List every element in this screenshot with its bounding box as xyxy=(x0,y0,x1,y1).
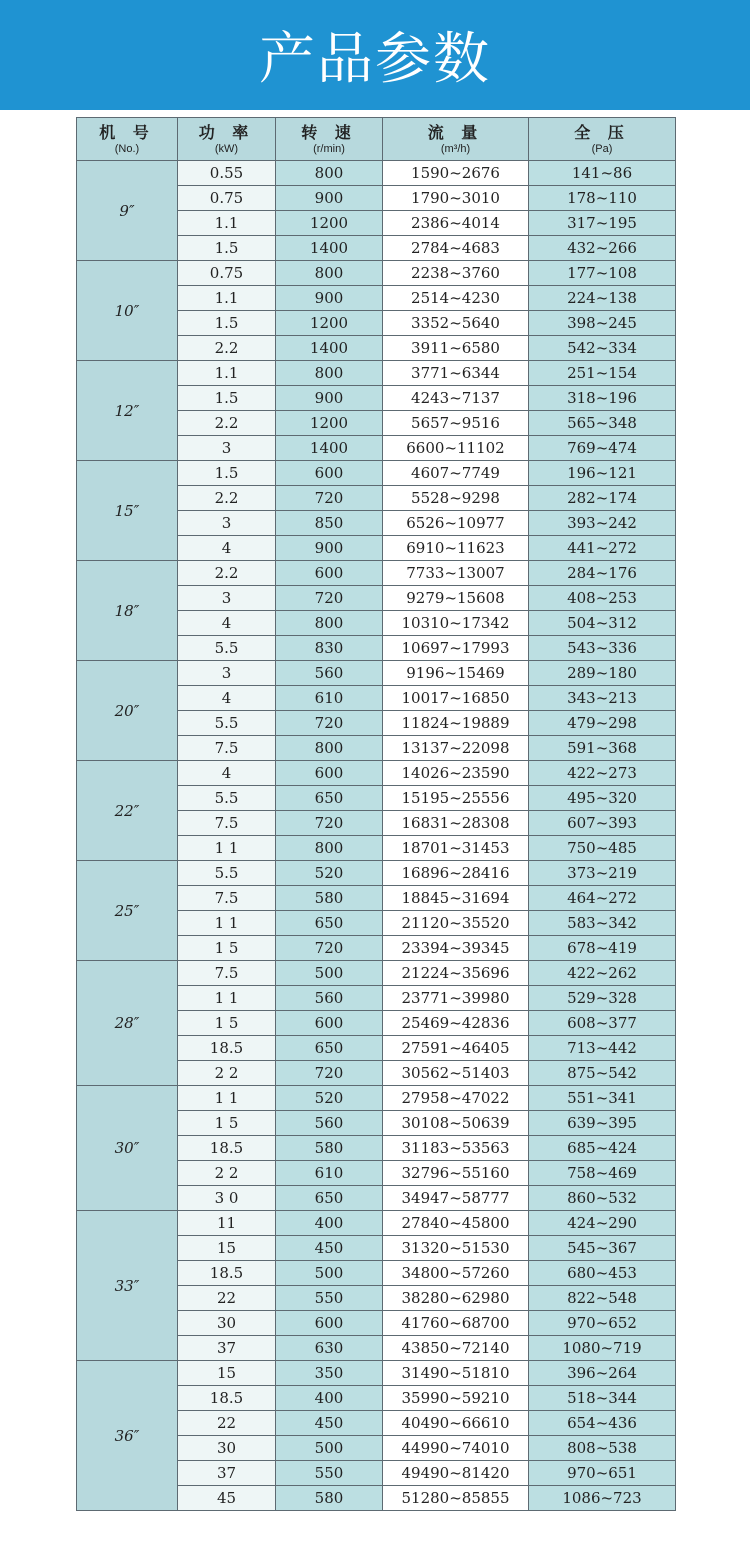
table-row xyxy=(77,561,676,586)
power-cell: 7.5 xyxy=(178,886,276,911)
speed-cell: 500 xyxy=(276,1436,383,1461)
speed-cell: 1400 xyxy=(276,236,383,261)
power-cell: 5.5 xyxy=(178,786,276,811)
model-cell: 15″ xyxy=(77,461,178,561)
pressure-cell: 251~154 xyxy=(529,361,676,386)
pressure-cell: 289~180 xyxy=(529,661,676,686)
airflow-cell: 38280~62980 xyxy=(383,1286,529,1311)
airflow-cell: 6526~10977 xyxy=(383,511,529,536)
header-airflow: 流 量 (m³/h) xyxy=(383,118,529,161)
pressure-cell: 608~377 xyxy=(529,1011,676,1036)
power-cell: 22 xyxy=(178,1411,276,1436)
speed-cell: 560 xyxy=(276,1111,383,1136)
speed-cell: 1400 xyxy=(276,336,383,361)
airflow-cell: 18845~31694 xyxy=(383,886,529,911)
power-cell: 18.5 xyxy=(178,1136,276,1161)
airflow-cell: 30108~50639 xyxy=(383,1111,529,1136)
speed-cell: 560 xyxy=(276,986,383,1011)
speed-cell: 1200 xyxy=(276,411,383,436)
airflow-cell: 2784~4683 xyxy=(383,236,529,261)
speed-cell: 500 xyxy=(276,1261,383,1286)
speed-cell: 580 xyxy=(276,1486,383,1511)
pressure-cell: 504~312 xyxy=(529,611,676,636)
table-row xyxy=(77,461,676,486)
speed-cell: 450 xyxy=(276,1411,383,1436)
power-cell: 0.75 xyxy=(178,261,276,286)
pressure-cell: 654~436 xyxy=(529,1411,676,1436)
power-cell: 3 xyxy=(178,436,276,461)
pressure-cell: 441~272 xyxy=(529,536,676,561)
header-power: 功 率 (kW) xyxy=(178,118,276,161)
airflow-cell: 27591~46405 xyxy=(383,1036,529,1061)
pressure-cell: 318~196 xyxy=(529,386,676,411)
airflow-cell: 6910~11623 xyxy=(383,536,529,561)
airflow-cell: 27958~47022 xyxy=(383,1086,529,1111)
speed-cell: 630 xyxy=(276,1336,383,1361)
table-row xyxy=(77,961,676,986)
pressure-cell: 758~469 xyxy=(529,1161,676,1186)
pressure-cell: 678~419 xyxy=(529,936,676,961)
pressure-cell: 141~86 xyxy=(529,161,676,186)
power-cell: 2.2 xyxy=(178,561,276,586)
pressure-cell: 317~195 xyxy=(529,211,676,236)
airflow-cell: 4607~7749 xyxy=(383,461,529,486)
power-cell: 5.5 xyxy=(178,636,276,661)
power-cell: 0.75 xyxy=(178,186,276,211)
speed-cell: 800 xyxy=(276,736,383,761)
airflow-cell: 1790~3010 xyxy=(383,186,529,211)
power-cell: 45 xyxy=(178,1486,276,1511)
airflow-cell: 27840~45800 xyxy=(383,1211,529,1236)
speed-cell: 720 xyxy=(276,1061,383,1086)
page-title: 产品参数 xyxy=(259,27,491,92)
table-row xyxy=(77,261,676,286)
power-cell: 1.1 xyxy=(178,286,276,311)
page-title-banner xyxy=(0,0,750,110)
pressure-cell: 750~485 xyxy=(529,836,676,861)
power-cell: 1 5 xyxy=(178,1111,276,1136)
power-cell: 37 xyxy=(178,1336,276,1361)
power-cell: 4 xyxy=(178,761,276,786)
airflow-cell: 32796~55160 xyxy=(383,1161,529,1186)
airflow-cell: 2386~4014 xyxy=(383,211,529,236)
airflow-cell: 3911~6580 xyxy=(383,336,529,361)
table-row xyxy=(77,361,676,386)
table-row xyxy=(77,1086,676,1111)
airflow-cell: 3771~6344 xyxy=(383,361,529,386)
speed-cell: 800 xyxy=(276,261,383,286)
power-cell: 22 xyxy=(178,1286,276,1311)
airflow-cell: 1590~2676 xyxy=(383,161,529,186)
speed-cell: 600 xyxy=(276,761,383,786)
model-cell: 10″ xyxy=(77,261,178,361)
pressure-cell: 543~336 xyxy=(529,636,676,661)
pressure-cell: 373~219 xyxy=(529,861,676,886)
power-cell: 15 xyxy=(178,1361,276,1386)
speed-cell: 610 xyxy=(276,686,383,711)
pressure-cell: 542~334 xyxy=(529,336,676,361)
power-cell: 3 xyxy=(178,511,276,536)
airflow-cell: 9196~15469 xyxy=(383,661,529,686)
pressure-cell: 424~290 xyxy=(529,1211,676,1236)
power-cell: 1 1 xyxy=(178,911,276,936)
header-model: 机 号 (No.) xyxy=(77,118,178,161)
power-cell: 5.5 xyxy=(178,861,276,886)
power-cell: 5.5 xyxy=(178,711,276,736)
power-cell: 1.1 xyxy=(178,211,276,236)
power-cell: 37 xyxy=(178,1461,276,1486)
power-cell: 3 xyxy=(178,661,276,686)
airflow-cell: 23771~39980 xyxy=(383,986,529,1011)
model-cell: 20″ xyxy=(77,661,178,761)
speed-cell: 650 xyxy=(276,1186,383,1211)
pressure-cell: 680~453 xyxy=(529,1261,676,1286)
power-cell: 2 2 xyxy=(178,1061,276,1086)
header-pressure: 全 压 (Pa) xyxy=(529,118,676,161)
power-cell: 0.55 xyxy=(178,161,276,186)
power-cell: 18.5 xyxy=(178,1261,276,1286)
pressure-cell: 583~342 xyxy=(529,911,676,936)
speed-cell: 800 xyxy=(276,836,383,861)
power-cell: 1 5 xyxy=(178,936,276,961)
speed-cell: 450 xyxy=(276,1236,383,1261)
pressure-cell: 177~108 xyxy=(529,261,676,286)
airflow-cell: 31490~51810 xyxy=(383,1361,529,1386)
airflow-cell: 9279~15608 xyxy=(383,586,529,611)
power-cell: 3 xyxy=(178,586,276,611)
pressure-cell: 284~176 xyxy=(529,561,676,586)
speed-cell: 800 xyxy=(276,361,383,386)
model-cell: 33″ xyxy=(77,1211,178,1361)
airflow-cell: 51280~85855 xyxy=(383,1486,529,1511)
airflow-cell: 43850~72140 xyxy=(383,1336,529,1361)
airflow-cell: 21224~35696 xyxy=(383,961,529,986)
speed-cell: 600 xyxy=(276,561,383,586)
airflow-cell: 4243~7137 xyxy=(383,386,529,411)
pressure-cell: 393~242 xyxy=(529,511,676,536)
pressure-cell: 565~348 xyxy=(529,411,676,436)
speed-cell: 600 xyxy=(276,461,383,486)
table-body xyxy=(77,161,676,1511)
pressure-cell: 479~298 xyxy=(529,711,676,736)
power-cell: 1 5 xyxy=(178,1011,276,1036)
power-cell: 11 xyxy=(178,1211,276,1236)
power-cell: 2.2 xyxy=(178,411,276,436)
pressure-cell: 398~245 xyxy=(529,311,676,336)
airflow-cell: 11824~19889 xyxy=(383,711,529,736)
airflow-cell: 40490~66610 xyxy=(383,1411,529,1436)
pressure-cell: 970~651 xyxy=(529,1461,676,1486)
speed-cell: 800 xyxy=(276,161,383,186)
power-cell: 2 2 xyxy=(178,1161,276,1186)
speed-cell: 720 xyxy=(276,711,383,736)
speed-cell: 650 xyxy=(276,1036,383,1061)
pressure-cell: 422~262 xyxy=(529,961,676,986)
power-cell: 1.1 xyxy=(178,361,276,386)
speed-cell: 900 xyxy=(276,186,383,211)
speed-cell: 1200 xyxy=(276,211,383,236)
power-cell: 1.5 xyxy=(178,386,276,411)
pressure-cell: 808~538 xyxy=(529,1436,676,1461)
pressure-cell: 639~395 xyxy=(529,1111,676,1136)
model-cell: 18″ xyxy=(77,561,178,661)
speed-cell: 600 xyxy=(276,1311,383,1336)
airflow-cell: 34800~57260 xyxy=(383,1261,529,1286)
airflow-cell: 44990~74010 xyxy=(383,1436,529,1461)
speed-cell: 1200 xyxy=(276,311,383,336)
power-cell: 3 0 xyxy=(178,1186,276,1211)
speed-cell: 720 xyxy=(276,936,383,961)
pressure-cell: 713~442 xyxy=(529,1036,676,1061)
pressure-cell: 591~368 xyxy=(529,736,676,761)
speed-cell: 520 xyxy=(276,1086,383,1111)
pressure-cell: 970~652 xyxy=(529,1311,676,1336)
speed-cell: 650 xyxy=(276,786,383,811)
airflow-cell: 34947~58777 xyxy=(383,1186,529,1211)
speed-cell: 720 xyxy=(276,586,383,611)
airflow-cell: 35990~59210 xyxy=(383,1386,529,1411)
power-cell: 15 xyxy=(178,1236,276,1261)
model-cell: 36″ xyxy=(77,1361,178,1511)
pressure-cell: 875~542 xyxy=(529,1061,676,1086)
airflow-cell: 23394~39345 xyxy=(383,936,529,961)
airflow-cell: 16896~28416 xyxy=(383,861,529,886)
model-cell: 25″ xyxy=(77,861,178,961)
power-cell: 1 1 xyxy=(178,836,276,861)
speed-cell: 400 xyxy=(276,1211,383,1236)
table-row xyxy=(77,161,676,186)
speed-cell: 610 xyxy=(276,1161,383,1186)
pressure-cell: 529~328 xyxy=(529,986,676,1011)
power-cell: 18.5 xyxy=(178,1036,276,1061)
pressure-cell: 1080~719 xyxy=(529,1336,676,1361)
airflow-cell: 2238~3760 xyxy=(383,261,529,286)
power-cell: 1.5 xyxy=(178,236,276,261)
airflow-cell: 18701~31453 xyxy=(383,836,529,861)
airflow-cell: 41760~68700 xyxy=(383,1311,529,1336)
airflow-cell: 10017~16850 xyxy=(383,686,529,711)
speed-cell: 850 xyxy=(276,511,383,536)
power-cell: 1.5 xyxy=(178,311,276,336)
model-cell: 9″ xyxy=(77,161,178,261)
table-header-row xyxy=(77,118,676,161)
speed-cell: 600 xyxy=(276,1011,383,1036)
table-row xyxy=(77,861,676,886)
power-cell: 4 xyxy=(178,536,276,561)
pressure-cell: 1086~723 xyxy=(529,1486,676,1511)
speed-cell: 400 xyxy=(276,1386,383,1411)
table-row xyxy=(77,761,676,786)
model-cell: 22″ xyxy=(77,761,178,861)
parameter-table xyxy=(76,117,676,1511)
airflow-cell: 10697~17993 xyxy=(383,636,529,661)
airflow-cell: 13137~22098 xyxy=(383,736,529,761)
pressure-cell: 396~264 xyxy=(529,1361,676,1386)
airflow-cell: 7733~13007 xyxy=(383,561,529,586)
pressure-cell: 769~474 xyxy=(529,436,676,461)
airflow-cell: 15195~25556 xyxy=(383,786,529,811)
pressure-cell: 545~367 xyxy=(529,1236,676,1261)
pressure-cell: 551~341 xyxy=(529,1086,676,1111)
speed-cell: 560 xyxy=(276,661,383,686)
pressure-cell: 685~424 xyxy=(529,1136,676,1161)
airflow-cell: 21120~35520 xyxy=(383,911,529,936)
power-cell: 2.2 xyxy=(178,486,276,511)
speed-cell: 830 xyxy=(276,636,383,661)
power-cell: 30 xyxy=(178,1436,276,1461)
airflow-cell: 10310~17342 xyxy=(383,611,529,636)
power-cell: 4 xyxy=(178,686,276,711)
speed-cell: 650 xyxy=(276,911,383,936)
pressure-cell: 822~548 xyxy=(529,1286,676,1311)
pressure-cell: 224~138 xyxy=(529,286,676,311)
power-cell: 7.5 xyxy=(178,961,276,986)
pressure-cell: 343~213 xyxy=(529,686,676,711)
airflow-cell: 2514~4230 xyxy=(383,286,529,311)
power-cell: 18.5 xyxy=(178,1386,276,1411)
pressure-cell: 860~532 xyxy=(529,1186,676,1211)
airflow-cell: 31183~53563 xyxy=(383,1136,529,1161)
power-cell: 1 1 xyxy=(178,1086,276,1111)
model-cell: 12″ xyxy=(77,361,178,461)
pressure-cell: 607~393 xyxy=(529,811,676,836)
pressure-cell: 282~174 xyxy=(529,486,676,511)
speed-cell: 580 xyxy=(276,1136,383,1161)
airflow-cell: 5528~9298 xyxy=(383,486,529,511)
pressure-cell: 196~121 xyxy=(529,461,676,486)
speed-cell: 500 xyxy=(276,961,383,986)
speed-cell: 350 xyxy=(276,1361,383,1386)
pressure-cell: 178~110 xyxy=(529,186,676,211)
table-row xyxy=(77,661,676,686)
power-cell: 7.5 xyxy=(178,736,276,761)
airflow-cell: 30562~51403 xyxy=(383,1061,529,1086)
speed-cell: 720 xyxy=(276,811,383,836)
power-cell: 2.2 xyxy=(178,336,276,361)
model-cell: 30″ xyxy=(77,1086,178,1211)
airflow-cell: 14026~23590 xyxy=(383,761,529,786)
speed-cell: 580 xyxy=(276,886,383,911)
speed-cell: 550 xyxy=(276,1286,383,1311)
header-speed: 转 速 (r/min) xyxy=(276,118,383,161)
airflow-cell: 3352~5640 xyxy=(383,311,529,336)
pressure-cell: 432~266 xyxy=(529,236,676,261)
speed-cell: 1400 xyxy=(276,436,383,461)
speed-cell: 550 xyxy=(276,1461,383,1486)
pressure-cell: 408~253 xyxy=(529,586,676,611)
table-row xyxy=(77,1361,676,1386)
power-cell: 1.5 xyxy=(178,461,276,486)
power-cell: 4 xyxy=(178,611,276,636)
speed-cell: 900 xyxy=(276,286,383,311)
model-cell: 28″ xyxy=(77,961,178,1086)
speed-cell: 720 xyxy=(276,486,383,511)
speed-cell: 900 xyxy=(276,386,383,411)
pressure-cell: 464~272 xyxy=(529,886,676,911)
pressure-cell: 422~273 xyxy=(529,761,676,786)
speed-cell: 800 xyxy=(276,611,383,636)
airflow-cell: 31320~51530 xyxy=(383,1236,529,1261)
speed-cell: 520 xyxy=(276,861,383,886)
parameter-table-container xyxy=(76,117,676,1511)
airflow-cell: 49490~81420 xyxy=(383,1461,529,1486)
power-cell: 1 1 xyxy=(178,986,276,1011)
airflow-cell: 25469~42836 xyxy=(383,1011,529,1036)
airflow-cell: 5657~9516 xyxy=(383,411,529,436)
airflow-cell: 6600~11102 xyxy=(383,436,529,461)
airflow-cell: 16831~28308 xyxy=(383,811,529,836)
pressure-cell: 518~344 xyxy=(529,1386,676,1411)
pressure-cell: 495~320 xyxy=(529,786,676,811)
speed-cell: 900 xyxy=(276,536,383,561)
power-cell: 30 xyxy=(178,1311,276,1336)
power-cell: 7.5 xyxy=(178,811,276,836)
table-row xyxy=(77,1211,676,1236)
